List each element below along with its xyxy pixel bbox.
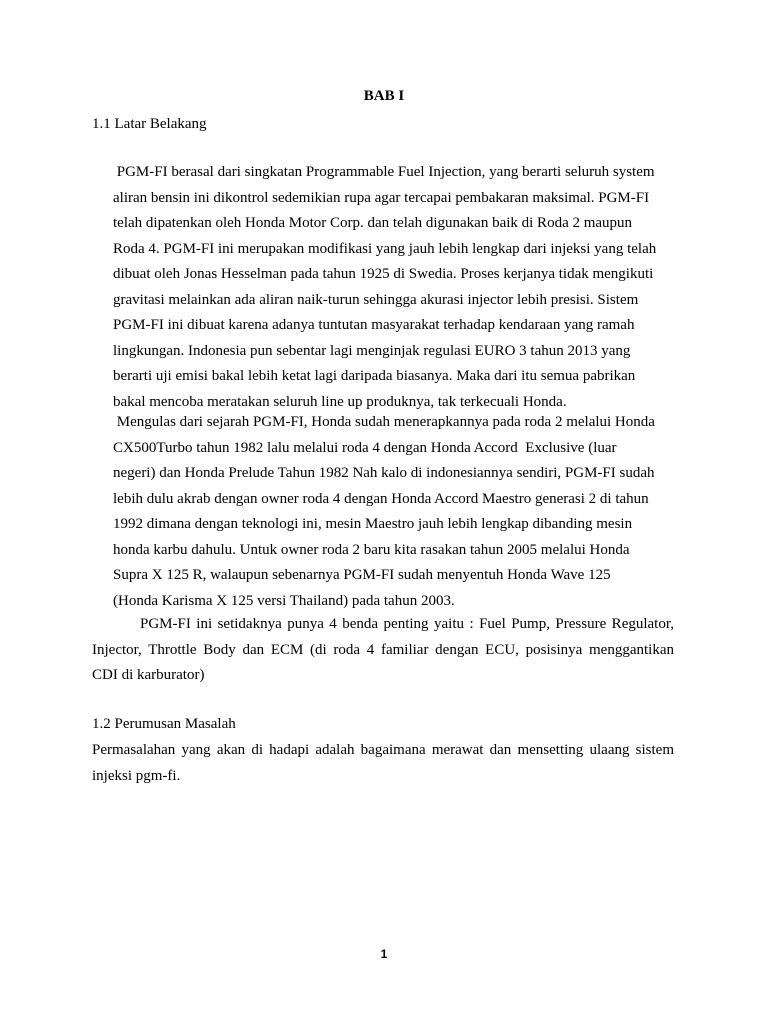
paragraph-line: Roda 4. PGM-FI ini merupakan modifikasi yang jauh lebih lengkap dari injeksi yang telah bbox=[113, 240, 657, 257]
paragraph-line: dibuat oleh Jonas Hesselman pada tahun 1925 di Swedia. Proses kerjanya tidak mengikuti bbox=[113, 266, 654, 282]
paragraph-line: berarti uji emisi bakal lebih ketat lagi daripada biasanya. Maka dari itu semua pabrikan bbox=[113, 368, 636, 384]
paragraph-line: Permasalahan yang akan di hadapi adalah bagaimana merawat dan mensetting ulaang sistem bbox=[92, 742, 674, 758]
paragraph-line: CDI di karburator) bbox=[92, 667, 205, 683]
paragraph-line: Supra X 125 R, walaupun sebenarnya PGM-FI sudah menyentuh Honda Wave 125 bbox=[113, 567, 611, 583]
chapter-title: BAB I bbox=[363, 88, 405, 104]
section-heading-perumusan-masalah: 1.2 Perumusan Masalah bbox=[92, 716, 236, 732]
paragraph-line: injeksi pgm-fi. bbox=[92, 767, 181, 784]
paragraph-line: CX500Turbo tahun 1982 lalu melalui roda 4 dengan Honda Accord Exclusive (luar bbox=[113, 439, 617, 456]
paragraph-pgm-fi-history bbox=[113, 410, 685, 614]
paragraph-line: PGM-FI ini setidaknya punya 4 benda penting yaitu : Fuel Pump, Pressure Regulator, bbox=[140, 616, 674, 632]
paragraph-line: aliran bensin ini dikontrol sedemikian rupa agar tercapai pembakaran maksimal. PGM-FI bbox=[113, 189, 650, 206]
paragraph-line: PGM-FI berasal dari singkatan Programmable Fuel Injection, yang berarti seluruh system bbox=[113, 164, 655, 180]
paragraph-pgm-fi-definition bbox=[113, 160, 685, 415]
paragraph-line: Injector, Throttle Body dan ECM (di roda 4 familiar dengan ECU, posisinya menggantikan bbox=[92, 641, 674, 658]
paragraph-pgm-fi-components bbox=[92, 612, 674, 689]
paragraph-line: lebih dulu akrab dengan owner roda 4 dengan Honda Accord Maestro generasi 2 di tahun bbox=[113, 490, 649, 507]
paragraph-line: lingkungan. Indonesia pun sebentar lagi menginjak regulasi EURO 3 tahun 2013 yang bbox=[113, 342, 631, 359]
paragraph-line: negeri) dan Honda Prelude Tahun 1982 Nah kalo di indonesiannya sendiri, PGM-FI sudah bbox=[113, 465, 655, 481]
paragraph-line: telah dipatenkan oleh Honda Motor Corp. dan telah digunakan baik di Roda 2 maupun bbox=[113, 215, 633, 231]
paragraph-problem-statement bbox=[92, 738, 674, 789]
page-number: 1 bbox=[380, 947, 388, 961]
paragraph-line: PGM-FI ini dibuat karena adanya tuntutan masyarakat terhadap kendaraan yang ramah bbox=[113, 317, 635, 333]
paragraph-line: gravitasi melainkan ada aliran naik-turun sehingga akurasi injector lebih presisi. Sistem bbox=[113, 291, 639, 308]
paragraph-line: 1992 dimana dengan teknologi ini, mesin Maestro jauh lebih lengkap dibanding mesin bbox=[113, 516, 633, 532]
paragraph-line: (Honda Karisma X 125 versi Thailand) pada tahun 2003. bbox=[113, 592, 455, 609]
paragraph-line: honda karbu dahulu. Untuk owner roda 2 baru kita rasakan tahun 2005 melalui Honda bbox=[113, 541, 630, 558]
section-heading-latar-belakang: 1.1 Latar Belakang bbox=[92, 116, 207, 132]
paragraph-line: bakal mencoba meratakan seluruh line up produknya, tak terkecuali Honda. bbox=[113, 393, 567, 410]
paragraph-line: Mengulas dari sejarah PGM-FI, Honda sudah menerapkannya pada roda 2 melalui Honda bbox=[113, 414, 655, 430]
